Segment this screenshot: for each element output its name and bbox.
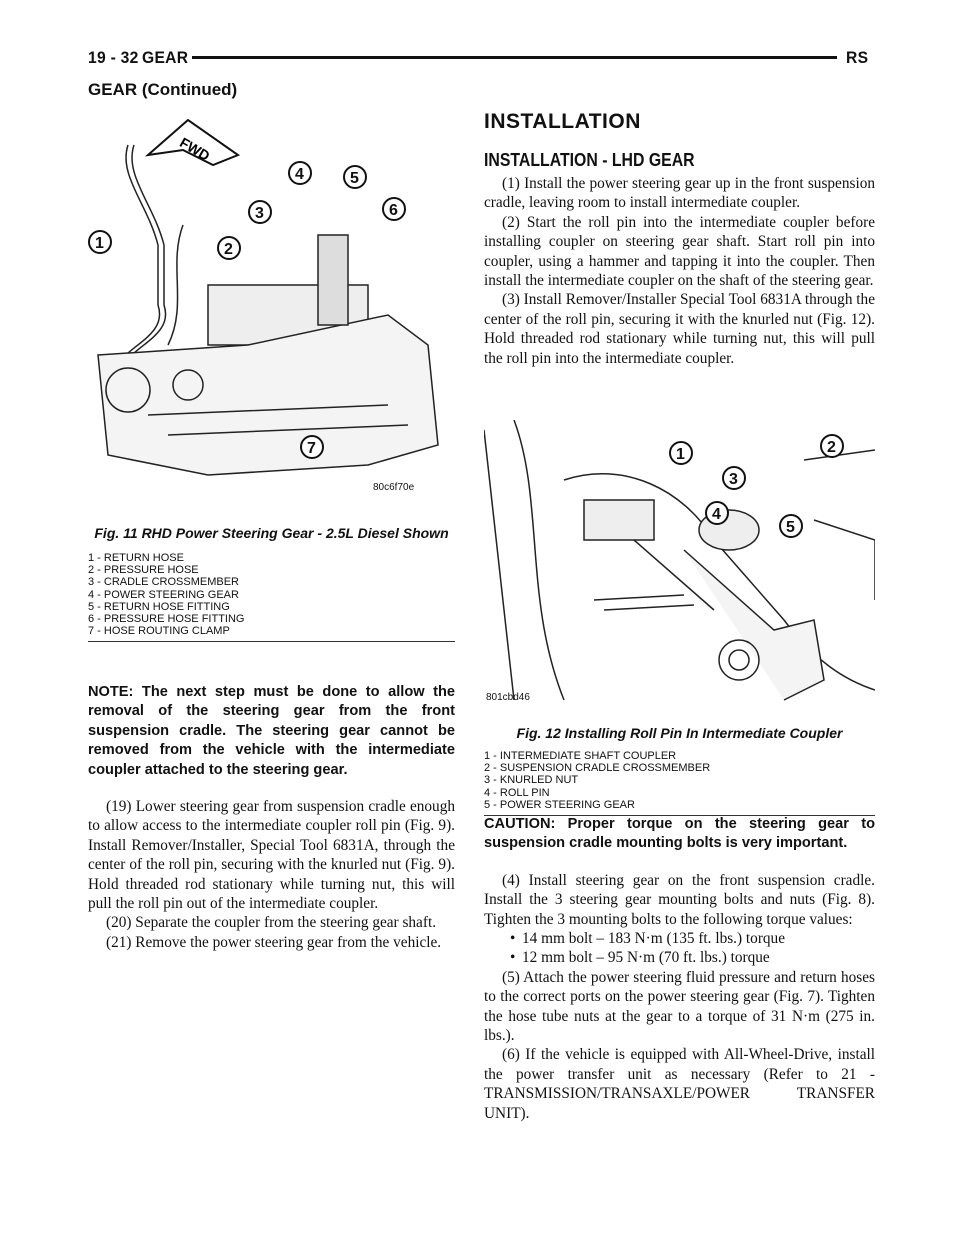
- fwd-arrow-icon: [148, 120, 238, 165]
- legend-item: 4 - POWER STEERING GEAR: [88, 588, 239, 601]
- step-paragraph: (3) Install Remover/Installer Special Tool 6831A through the center of the roll pin, securing it with the knurled nut (Fig. 12). Hold threaded rod stationary while turning nut, this will pull the roll pin into the intermediate coupler.: [484, 291, 875, 367]
- legend-item: 1 - INTERMEDIATE SHAFT COUPLER: [484, 750, 677, 762]
- torque-bullet: • 14 mm bolt – 183 N·m (135 ft. lbs.) torque: [484, 929, 875, 948]
- legend-item: 1 - RETURN HOSE: [88, 552, 184, 564]
- svg-text:3: 3: [729, 471, 738, 488]
- legend-item: 7 - HOSE ROUTING CLAMP: [88, 625, 230, 638]
- model-code: RS: [846, 48, 869, 67]
- note-text: NOTE: The next step must be done to allow the removal of the steering gear from the front suspension cradle. The steering gear cannot be removed from the vehicle with the intermediate coupler attached to the steering gear.: [88, 684, 455, 778]
- legend-item: 3 - CRADLE CROSSMEMBER: [88, 576, 239, 589]
- figure-12-caption: Fig. 12 Installing Roll Pin In Intermediate Coupler: [516, 725, 843, 741]
- step-paragraph: (21) Remove the power steering gear from the vehicle.: [106, 933, 442, 951]
- svg-text:2: 2: [827, 439, 836, 456]
- continued-heading: GEAR (Continued): [88, 80, 238, 99]
- step-paragraph: (20) Separate the coupler from the steering gear shaft.: [106, 914, 437, 932]
- figure-11-legend: [88, 552, 455, 637]
- page-number: 19 - 32: [88, 48, 139, 67]
- figure-12: [484, 420, 875, 710]
- figure-12-legend: [484, 750, 875, 811]
- installation-heading: INSTALLATION: [484, 110, 641, 133]
- svg-text:2: 2: [224, 241, 233, 258]
- svg-text:5: 5: [350, 170, 359, 187]
- torque-bullet: • 12 mm bolt – 95 N·m (70 ft. lbs.) torque: [484, 948, 875, 967]
- legend-item: 3 - KNURLED NUT: [484, 774, 579, 787]
- figure-id: 80c6f70e: [373, 482, 415, 493]
- svg-text:1: 1: [95, 235, 104, 252]
- svg-text:6: 6: [389, 202, 398, 219]
- figure-11-caption: Fig. 11 RHD Power Steering Gear - 2.5L Diesel Shown: [94, 525, 449, 541]
- svg-text:1: 1: [676, 446, 685, 463]
- step-paragraph: (1) Install the power steering gear up in the front suspension cradle, leaving room to install intermediate coupler.: [484, 175, 875, 212]
- step-paragraph: (2) Start the roll pin into the intermediate coupler before installing coupler on steering gear shaft. Start roll pin into coupler, using a hammer and tapping it into the coupler. Then install the intermediate coupler on the shaft of the steering gear.: [484, 213, 875, 290]
- figure-11: [88, 115, 455, 510]
- divider: [88, 641, 455, 642]
- svg-text:7: 7: [307, 440, 316, 457]
- svg-text:5: 5: [786, 519, 795, 536]
- svg-text:4: 4: [712, 506, 721, 523]
- legend-item: 2 - SUSPENSION CRADLE CROSSMEMBER: [484, 762, 711, 775]
- lhd-gear-subheading: INSTALLATION - LHD GEAR: [484, 150, 695, 170]
- svg-text:4: 4: [295, 166, 304, 183]
- legend-item: 6 - PRESSURE HOSE FITTING: [88, 613, 245, 626]
- step-paragraph: (4) Install steering gear on the front suspension cradle. Install the 3 steering gear mounting bolts and nuts (Fig. 8). Tighten the 3 mounting bolts to the following torque values:: [484, 871, 875, 928]
- step-paragraph: (19) Lower steering gear from suspension cradle enough to allow access to the intermediate coupler roll pin (Fig. 9). Install Remover/Installer, Special Tool 6831A, through the center of the roll pin, securing with the knurled nut (Fig. 9). Hold threaded rod stationary while turning nut, this will pull the roll pin out of the intermediate coupler.: [88, 798, 455, 913]
- step-paragraph: (5) Attach the power steering fluid pressure and return hoses to the correct ports on the power steering gear (Fig. 7). Tighten the hose tube nuts at the gear to a torque of 31 N·m (275 in. lbs.).: [484, 968, 875, 1045]
- steering-gear-illustration: [88, 115, 455, 510]
- legend-item: 5 - RETURN HOSE FITTING: [88, 600, 230, 613]
- svg-text:FWD: FWD: [177, 134, 213, 164]
- roll-pin-illustration: [484, 420, 875, 710]
- legend-item: 5 - POWER STEERING GEAR: [484, 798, 635, 811]
- legend-item: 2 - PRESSURE HOSE: [88, 564, 199, 577]
- caution-text: CAUTION: Proper torque on the steering gear to suspension cradle mounting bolts is very important.: [484, 816, 875, 852]
- step-paragraph: (6) If the vehicle is equipped with All-Wheel-Drive, install the power transfer unit as necessary (Refer to 21 - TRANSMISSION/TRANSAXLE/POWER TRANSFER UNIT).: [484, 1046, 875, 1122]
- header-rule: [192, 56, 837, 59]
- svg-text:3: 3: [255, 205, 264, 222]
- legend-item: 4 - ROLL PIN: [484, 786, 550, 799]
- section-name: GEAR: [142, 48, 189, 67]
- figure-id: 801cbd46: [486, 692, 530, 703]
